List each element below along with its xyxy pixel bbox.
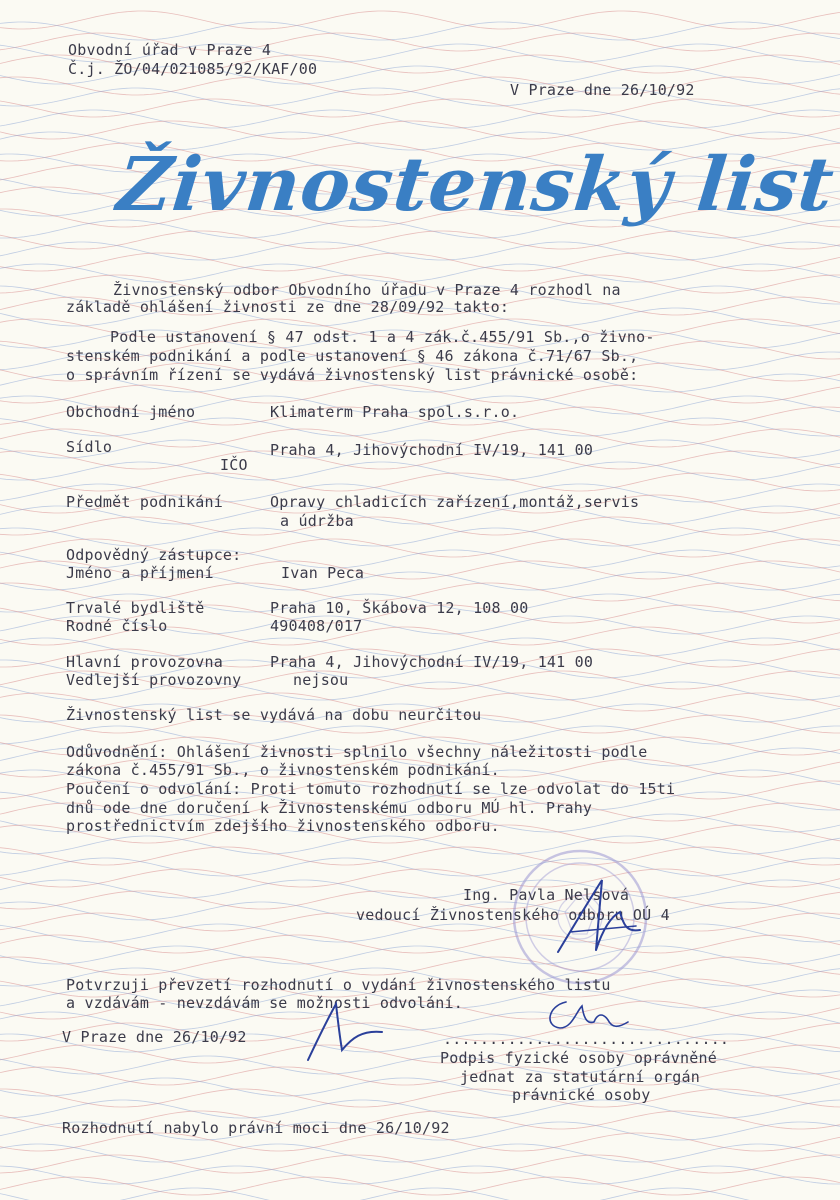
legal-basis-line-2: stenském podnikání a podle ustanovení § 46 zákona č.71/67 Sb., xyxy=(66,347,639,365)
legal-basis-line-1: Podle ustanovení § 47 odst. 1 a 4 zák.č.455/91 Sb.,o živno- xyxy=(110,328,655,346)
statutory-signature xyxy=(538,994,638,1044)
official-position: vedoucí Živnostenského odboru OÚ 4 xyxy=(356,906,670,924)
appeal-line-3: prostřednictvím zdejšího živnostenského odboru. xyxy=(66,817,500,835)
official-signature xyxy=(540,872,650,962)
seat-label: Sídlo xyxy=(66,438,113,456)
representative-name-value: Ivan Peca xyxy=(281,564,365,582)
other-premises-value: nejsou xyxy=(293,671,349,689)
signature-caption-line-1: Podpis fyzické osoby oprávněné xyxy=(440,1049,717,1067)
reasoning-line-1: Odůvodnění: Ohlášení živnosti splnilo všechny náležitosti podle xyxy=(66,743,648,761)
confirmation-line-2: a vzdávám - nevzdávám se možnosti odvolání. xyxy=(66,994,463,1012)
reference-number: Č.j. ŽO/04/021085/92/KAF/00 xyxy=(68,60,318,78)
official-name: Ing. Pavla Nelsová xyxy=(463,886,630,904)
intro-line-1: Živnostenský odbor Obvodního úřadu v Praze 4 rozhodl na xyxy=(113,281,621,299)
document-title: Živnostenský list xyxy=(113,142,839,228)
intro-line-2: základě ohlášení živnosti ze dne 28/09/92 takto: xyxy=(66,298,510,316)
validity-statement: Živnostenský list se vydává na dobu neurčitou xyxy=(66,706,482,724)
subject-value-line-2: a údržba xyxy=(280,512,354,530)
other-premises-label: Vedlejší provozovny xyxy=(66,671,242,689)
reasoning-line-2: zákona č.455/91 Sb., o živnostenském podnikání. xyxy=(66,761,500,779)
signature-caption-line-3: právnické osoby xyxy=(512,1086,651,1104)
legal-force-statement: Rozhodnutí nabylo právní moci dne 26/10/92 xyxy=(62,1119,450,1137)
main-premises-value: Praha 4, Jihovýchodní IV/19, 141 00 xyxy=(270,653,594,671)
birth-number-value: 490408/017 xyxy=(270,617,363,635)
seat-value: Praha 4, Jihovýchodní IV/19, 141 00 xyxy=(270,441,594,459)
appeal-line-2: dnů ode dne doručení k Živnostenskému odboru MÚ hl. Prahy xyxy=(66,799,593,817)
representative-name-label: Jméno a příjmení xyxy=(66,564,214,582)
issue-date: V Praze dne 26/10/92 xyxy=(510,81,695,99)
recipient-signature xyxy=(300,998,400,1068)
subject-label: Předmět podnikání xyxy=(66,493,223,511)
main-premises-label: Hlavní provozovna xyxy=(66,653,223,671)
signature-dotted-line: ............................... xyxy=(443,1030,730,1048)
residence-value: Praha 10, Škábova 12, 108 00 xyxy=(270,599,529,617)
confirmation-line-1: Potvrzuji převzetí rozhodnutí o vydání živnostenského listu xyxy=(66,976,611,994)
office-name: Obvodní úřad v Praze 4 xyxy=(68,41,272,59)
confirmation-date: V Praze dne 26/10/92 xyxy=(62,1028,247,1046)
representative-label: Odpovědný zástupce: xyxy=(66,546,242,564)
residence-label: Trvalé bydliště xyxy=(66,599,205,617)
birth-number-label: Rodné číslo xyxy=(66,617,168,635)
appeal-line-1: Poučení o odvolání: Proti tomuto rozhodnutí se lze odvolat do 15ti xyxy=(66,780,676,798)
business-name-label: Obchodní jméno xyxy=(66,403,196,421)
business-name-value: Klimaterm Praha spol.s.r.o. xyxy=(270,403,520,421)
legal-basis-line-3: o správním řízení se vydává živnostenský list právnické osobě: xyxy=(66,366,639,384)
subject-value-line-1: Opravy chladicích zařízení,montáž,servis xyxy=(270,493,640,511)
signature-caption-line-2: jednat za statutární orgán xyxy=(460,1068,700,1086)
ico-label: IČO xyxy=(220,456,248,474)
